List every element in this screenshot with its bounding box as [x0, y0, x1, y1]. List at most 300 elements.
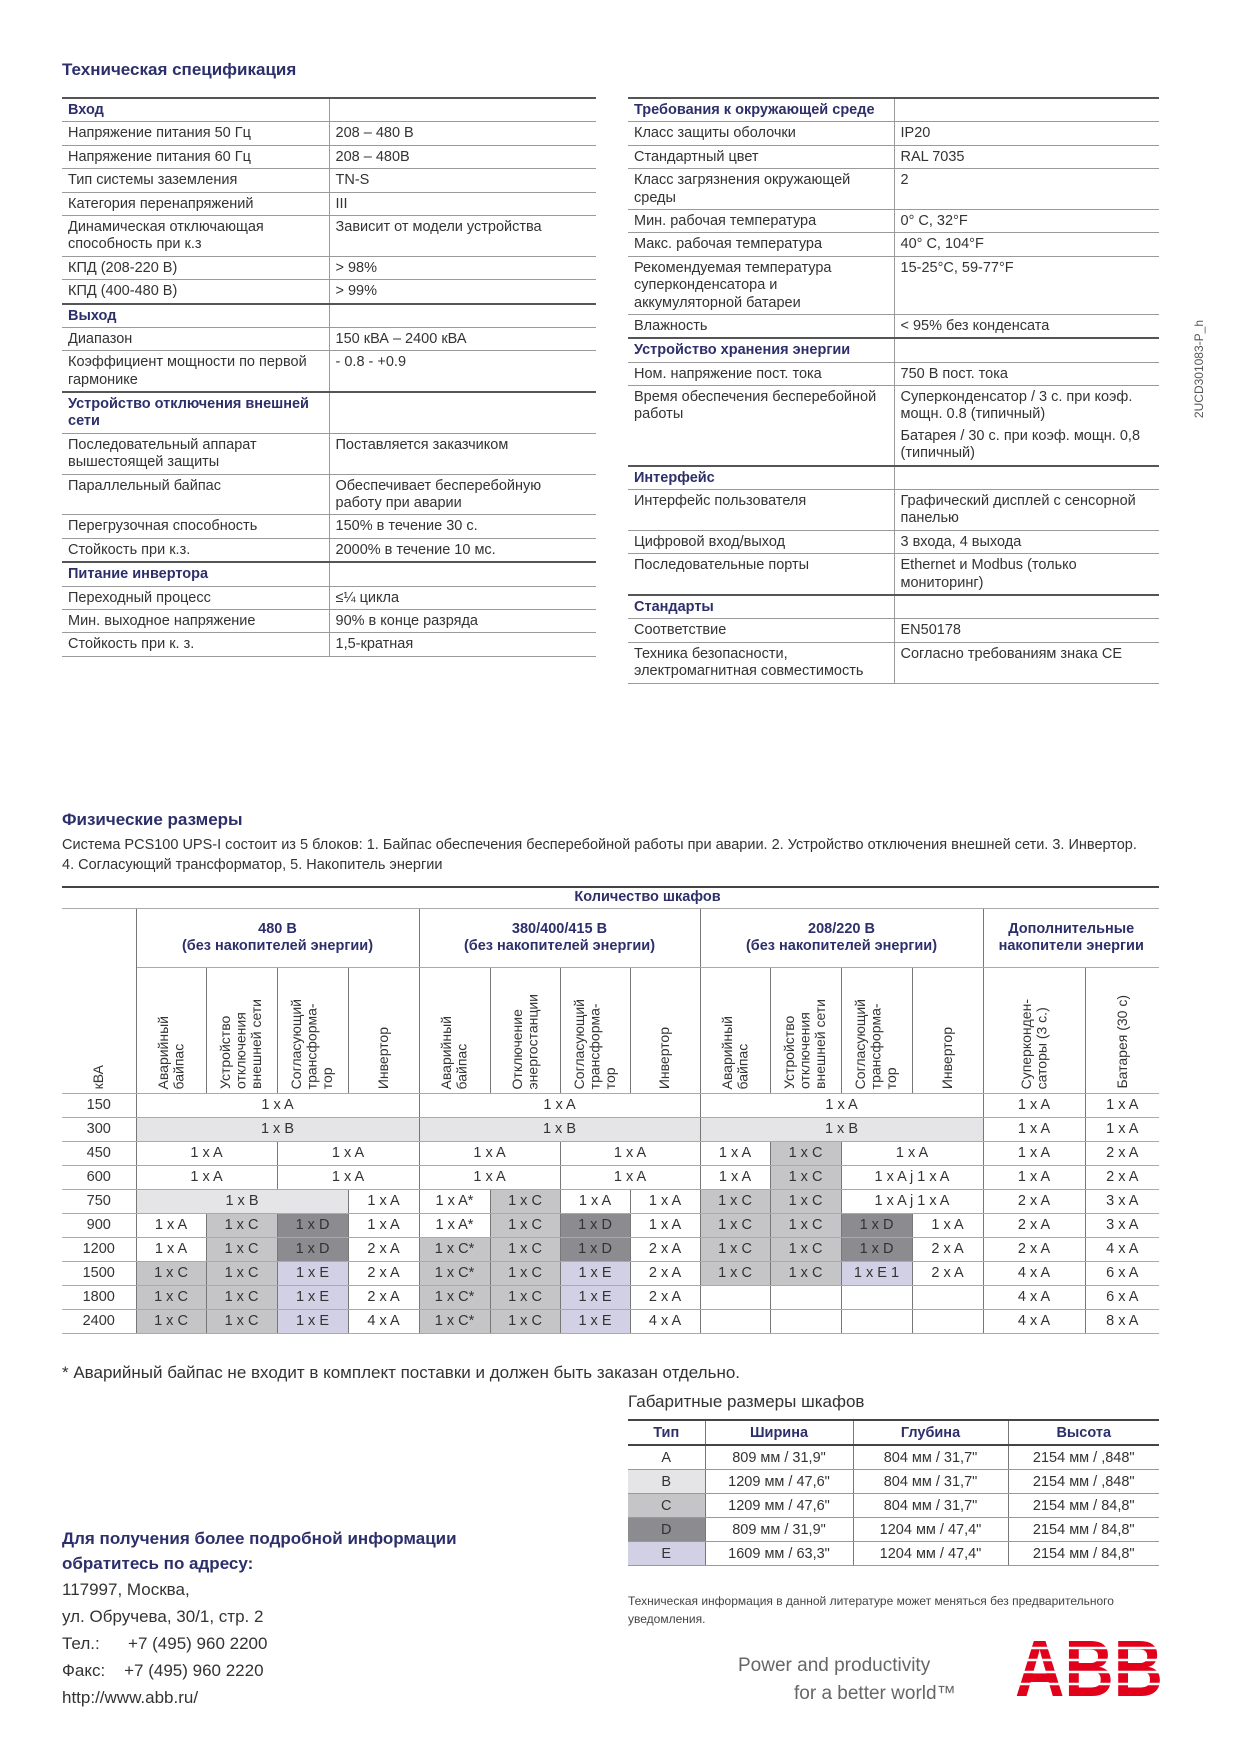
- dim-header-width: Ширина: [705, 1420, 853, 1445]
- cabinet-cell: 1 x A: [136, 1142, 277, 1166]
- spec-value: < 95% без конденсата: [894, 314, 1159, 338]
- cabinet-cell: 1 x C: [490, 1214, 560, 1238]
- column-header: Аварийный байпас: [136, 968, 206, 1094]
- cabinet-cell: 2 x A: [630, 1286, 700, 1310]
- cabinet-cell: 1 x B: [136, 1190, 348, 1214]
- contact-line: 117997, Москва,: [62, 1580, 190, 1599]
- spec-row: [628, 314, 1159, 338]
- spec-section-header: [628, 338, 1159, 362]
- kva-cell: 1500: [62, 1262, 136, 1286]
- spec-value: Поставляется заказчиком: [329, 433, 596, 474]
- dimensions-title: Габаритные размеры шкафов: [628, 1392, 865, 1411]
- cabinet-cell: 2 x A: [630, 1262, 700, 1286]
- cabinet-cell: 4 x A: [630, 1310, 700, 1334]
- cabinet-cell: 1 x A: [630, 1190, 700, 1214]
- spec-label: Параллельный байпас: [62, 474, 329, 515]
- cabinet-cell: 1 x D: [841, 1214, 912, 1238]
- cabinet-cell: 4 x A: [983, 1310, 1085, 1334]
- cabinet-cell: 1 x B: [419, 1118, 700, 1142]
- spec-row: [62, 122, 596, 145]
- section-title: Выход: [62, 304, 329, 328]
- cabinet-cell: 1 x C*: [419, 1310, 490, 1334]
- spec-section-header: [62, 304, 596, 328]
- spec-row: [62, 215, 596, 256]
- cabinet-cell: 1 x C: [206, 1262, 277, 1286]
- dim-header-height: Высота: [1008, 1420, 1159, 1445]
- cabinet-cell: 1 x D: [841, 1238, 912, 1262]
- cabinet-cell: 1 x A*: [419, 1190, 490, 1214]
- spec-row: [628, 642, 1159, 683]
- cabinet-cell: 1 x C: [206, 1286, 277, 1310]
- spec-value: > 99%: [329, 280, 596, 304]
- cabinet-cell: 1 x A: [136, 1166, 277, 1190]
- spec-label: Переходный процесс: [62, 586, 329, 609]
- cabinet-cell: 1 x A: [1085, 1118, 1159, 1142]
- cabinet-cell: 1 x A: [983, 1142, 1085, 1166]
- spec-value: 90% в конце разряда: [329, 609, 596, 632]
- cabinet-cell: 1 x E: [277, 1286, 348, 1310]
- spec-label: Соответствие: [628, 619, 894, 642]
- spec-row: [628, 209, 1159, 232]
- spec-row: [62, 256, 596, 279]
- cabinet-cell: 1 x C: [490, 1190, 560, 1214]
- cabinet-cell: [912, 1286, 983, 1310]
- kva-cell: 900: [62, 1214, 136, 1238]
- cabinet-cell: 2 x A: [348, 1286, 419, 1310]
- spec-value: 208 – 480 В: [329, 122, 596, 145]
- cabinet-cell: 1 x C: [490, 1286, 560, 1310]
- spec-label: Техника безопасности, электромагнитная совместимость: [628, 642, 894, 683]
- cabinet-cell: [912, 1310, 983, 1334]
- dimension-value: 809 мм / 31,9": [705, 1518, 853, 1542]
- cabinet-cell: 1 x C: [206, 1238, 277, 1262]
- spec-row: [628, 233, 1159, 256]
- cabinet-cell: 1 x D: [277, 1214, 348, 1238]
- section-title: Вход: [62, 98, 329, 122]
- cabinet-cell: 1 x C: [700, 1214, 770, 1238]
- spec-row: [62, 433, 596, 474]
- spec-value: IP20: [894, 122, 1159, 145]
- column-header: Согласующий трансформа- тор: [560, 968, 630, 1094]
- table-row: [62, 1118, 1159, 1142]
- spec-label: Диапазон: [62, 327, 329, 350]
- cabinet-cell: 1 x A: [700, 1166, 770, 1190]
- cabinet-cell: 1 x E: [560, 1310, 630, 1334]
- spec-title: Техническая спецификация: [62, 60, 297, 79]
- contact-fax: Факс: +7 (495) 960 2220: [62, 1661, 264, 1680]
- spec-label: Ном. напряжение пост. тока: [628, 362, 894, 385]
- column-header: Устройство отключения внешней сети: [206, 968, 277, 1094]
- spec-row: [628, 386, 1159, 466]
- cabinet-cell: 2 x A: [630, 1238, 700, 1262]
- section-title: Стандарты: [628, 595, 894, 619]
- spec-row: [62, 145, 596, 168]
- dimension-value: 1209 мм / 47,6": [705, 1494, 853, 1518]
- cabinet-cell: 1 x A: [419, 1166, 560, 1190]
- spec-label: Влажность: [628, 314, 894, 338]
- cabinet-cell: 1 x A: [560, 1190, 630, 1214]
- dimension-value: 1204 мм / 47,4": [853, 1542, 1008, 1566]
- svg-text:ABB: ABB: [1015, 1624, 1163, 1713]
- dimensions-note: Техническая информация в данной литературе может меняться без предварительного уведомления.: [628, 1594, 1114, 1626]
- cabinet-cell: 2 x A: [912, 1238, 983, 1262]
- section-title: Интерфейс: [628, 466, 894, 490]
- dimension-value: 2154 мм / 84,8": [1008, 1494, 1159, 1518]
- cabinet-type: C: [628, 1494, 705, 1518]
- cabinet-cell: 1 x B: [136, 1118, 419, 1142]
- cabinet-cell: 1 x C: [770, 1238, 841, 1262]
- cabinet-cell: 1 x C*: [419, 1286, 490, 1310]
- dim-header-depth: Глубина: [853, 1420, 1008, 1445]
- spec-row: [62, 327, 596, 350]
- spec-value: Согласно требованиям знака CE: [894, 642, 1159, 683]
- cabinet-cell: 1 x A: [841, 1142, 983, 1166]
- dimension-value: 804 мм / 31,7": [853, 1445, 1008, 1470]
- abb-logo: [1015, 1624, 1165, 1713]
- cabinet-cell: 1 x A: [136, 1238, 206, 1262]
- cabinet-cell: 2 x A: [1085, 1142, 1159, 1166]
- table-row: [62, 1190, 1159, 1214]
- spec-row: [62, 169, 596, 192]
- spec-value: 750 В пост. тока: [894, 362, 1159, 385]
- footnote: * Аварийный байпас не входит в комплект поставки и должен быть заказан отдельно.: [62, 1363, 741, 1382]
- cabinet-type: D: [628, 1518, 705, 1542]
- cabinet-count-table: [62, 886, 1159, 1334]
- column-header: Согласующий трансформа- тор: [841, 968, 912, 1094]
- column-header: Инвертор: [912, 968, 983, 1094]
- cabinet-type: E: [628, 1542, 705, 1566]
- spec-label: Класс загрязнения окружающей среды: [628, 169, 894, 210]
- spec-label: Стойкость при к.з.: [62, 538, 329, 562]
- spec-value: 150 кВА – 2400 кВА: [329, 327, 596, 350]
- cabinet-cell: 1 x C: [700, 1238, 770, 1262]
- table-row: [62, 1094, 1159, 1118]
- column-header: Аварийный байпас: [419, 968, 490, 1094]
- cabinet-cell: 1 x A: [419, 1142, 560, 1166]
- cabinet-cell: 1 x C: [136, 1262, 206, 1286]
- cabinet-cell: 2 x A: [1085, 1166, 1159, 1190]
- spec-value: Суперконденсатор / 3 с. при коэф. мощн. 0.8 (типичный) Батарея / 30 с. при коэф. мощн. 0,8 (типичный): [894, 386, 1159, 466]
- dim-header-type: Тип: [628, 1420, 705, 1445]
- cabinet-cell: 1 x D: [560, 1238, 630, 1262]
- cabinet-cell: [770, 1310, 841, 1334]
- cabinet-cell: 1 x C: [770, 1142, 841, 1166]
- contact-phone: Тел.: +7 (495) 960 2200: [62, 1634, 268, 1653]
- spec-value: 40° C, 104°F: [894, 233, 1159, 256]
- cabinet-cell: 1 x A: [1085, 1094, 1159, 1118]
- spec-row: [628, 490, 1159, 531]
- dimensions-table: [628, 1419, 1159, 1566]
- spec-label: Тип системы заземления: [62, 169, 329, 192]
- spec-row: [628, 122, 1159, 145]
- spec-row: [628, 145, 1159, 168]
- table-row: [62, 1166, 1159, 1190]
- group-480: 480 В (без накопителей энергии): [136, 909, 419, 968]
- dimension-value: 2154 мм / ,848": [1008, 1445, 1159, 1470]
- cabinet-cell: 1 x E 1: [841, 1262, 912, 1286]
- contact-website-link[interactable]: http://www.abb.ru/: [62, 1688, 199, 1707]
- spec-row: [62, 474, 596, 515]
- dimension-value: 1209 мм / 47,6": [705, 1470, 853, 1494]
- cabinet-cell: 1 x A: [983, 1118, 1085, 1142]
- kva-cell: 2400: [62, 1310, 136, 1334]
- column-header: Отключение энергостанции: [490, 968, 560, 1094]
- spec-label: Рекомендуемая температура суперконденсатора и аккумуляторной батареи: [628, 256, 894, 314]
- kva-label: кВА: [90, 1064, 107, 1089]
- cabinet-cell: 1 x C*: [419, 1238, 490, 1262]
- cabinet-cell: [770, 1286, 841, 1310]
- cabinet-cell: 1 x C: [136, 1310, 206, 1334]
- slogan: Power and productivity for a better world™: [738, 1655, 956, 1704]
- cabinet-cell: 1 x C: [770, 1166, 841, 1190]
- spec-value: 0° C, 32°F: [894, 209, 1159, 232]
- cabinet-cell: 1 x A j 1 x A: [841, 1190, 983, 1214]
- cabinet-cell: 1 x A: [136, 1214, 206, 1238]
- physical-description: Система PCS100 UPS-I состоит из 5 блоков: 1. Байпас обеспечения бесперебойной работы при аварии. 2. Устройство отключения внешней сети. 3. Инвертор. 4. Согласующий трансформатор, 5. Накопитель энергии: [62, 837, 1137, 873]
- dimension-value: 2154 мм / ,848": [1008, 1470, 1159, 1494]
- dimension-value: 2154 мм / 84,8": [1008, 1518, 1159, 1542]
- spec-label: Макс. рабочая температура: [628, 233, 894, 256]
- spec-label: Перегрузочная способность: [62, 515, 329, 538]
- spec-label: Мин. выходное напряжение: [62, 609, 329, 632]
- spec-value: Обеспечивает бесперебойную работу при аварии: [329, 474, 596, 515]
- spec-row: [628, 362, 1159, 385]
- cabinet-cell: 1 x A: [700, 1142, 770, 1166]
- spec-section-header: [62, 392, 596, 433]
- spec-label: КПД (400-480 В): [62, 280, 329, 304]
- doc-code: 2UCD301083-P_h: [1192, 320, 1206, 419]
- spec-section-header: [628, 466, 1159, 490]
- group-208-220: 208/220 В (без накопителей энергии): [700, 909, 983, 968]
- dimension-value: 809 мм / 31,9": [705, 1445, 853, 1470]
- cabinet-cell: 1 x A: [560, 1142, 700, 1166]
- dimensions-row: [628, 1518, 1159, 1542]
- cabinet-cell: [700, 1310, 770, 1334]
- cabinet-count-header: Количество шкафов: [136, 887, 1159, 909]
- table-row: [62, 1238, 1159, 1262]
- spec-label: Напряжение питания 60 Гц: [62, 145, 329, 168]
- cabinet-cell: 1 x A: [277, 1142, 419, 1166]
- dimensions-row: [628, 1494, 1159, 1518]
- spec-value: ≤¼ цикла: [329, 586, 596, 609]
- kva-cell: 450: [62, 1142, 136, 1166]
- table-row: [62, 1310, 1159, 1334]
- cabinet-cell: [841, 1310, 912, 1334]
- dimension-value: 804 мм / 31,7": [853, 1494, 1008, 1518]
- cabinet-cell: 4 x A: [983, 1286, 1085, 1310]
- cabinet-cell: 1 x C: [206, 1310, 277, 1334]
- section-title: Устройство отключения внешней сети: [62, 392, 329, 433]
- spec-value: 208 – 480В: [329, 145, 596, 168]
- cabinet-cell: 1 x A: [700, 1094, 983, 1118]
- cabinet-cell: 1 x E: [277, 1262, 348, 1286]
- cabinet-cell: 1 x A: [630, 1214, 700, 1238]
- cabinet-cell: 1 x C: [700, 1262, 770, 1286]
- cabinet-cell: 1 x A: [983, 1094, 1085, 1118]
- spec-value: 15-25°C, 59-77°F: [894, 256, 1159, 314]
- cabinet-cell: 1 x A*: [419, 1214, 490, 1238]
- cabinet-cell: 8 x A: [1085, 1310, 1159, 1334]
- spec-value: Ethernet и Modbus (только мониторинг): [894, 554, 1159, 595]
- spec-label: Коэффициент мощности по первой гармонике: [62, 351, 329, 392]
- column-header: Батарея (30 с): [1085, 968, 1159, 1094]
- cabinet-cell: 1 x B: [700, 1118, 983, 1142]
- section-title: Устройство хранения энергии: [628, 338, 894, 362]
- dimension-value: 1204 мм / 47,4": [853, 1518, 1008, 1542]
- cabinet-cell: 1 x E: [560, 1262, 630, 1286]
- spec-label: Стандартный цвет: [628, 145, 894, 168]
- cabinet-cell: 2 x A: [983, 1214, 1085, 1238]
- cabinet-cell: 1 x C: [490, 1262, 560, 1286]
- spec-row: [62, 586, 596, 609]
- cabinet-cell: 1 x C: [206, 1214, 277, 1238]
- cabinet-cell: 6 x A: [1085, 1286, 1159, 1310]
- spec-label: Категория перенапряжений: [62, 192, 329, 215]
- spec-row: [628, 554, 1159, 595]
- spec-section-header: [628, 98, 1159, 122]
- cabinet-cell: 1 x A: [419, 1094, 700, 1118]
- cabinet-cell: 1 x C: [770, 1214, 841, 1238]
- column-header: Суперконден- саторы (3 с.): [983, 968, 1085, 1094]
- cabinet-cell: 1 x A: [136, 1094, 419, 1118]
- dimensions-row: [628, 1542, 1159, 1566]
- contact-block: [62, 1526, 582, 1711]
- spec-label: Последовательный аппарат вышестоящей защиты: [62, 433, 329, 474]
- cabinet-cell: 1 x A: [983, 1166, 1085, 1190]
- cabinet-cell: 1 x A j 1 x A: [841, 1166, 983, 1190]
- spec-label: Мин. рабочая температура: [628, 209, 894, 232]
- spec-label: Интерфейс пользователя: [628, 490, 894, 531]
- spec-table-left: [62, 97, 596, 657]
- physical-title: Физические размеры: [62, 810, 243, 829]
- cabinet-cell: 1 x D: [277, 1238, 348, 1262]
- spec-value: 1,5-кратная: [329, 633, 596, 656]
- table-row: [62, 1262, 1159, 1286]
- contact-line: ул. Обручева, 30/1, стр. 2: [62, 1607, 264, 1626]
- spec-value: 150% в течение 30 с.: [329, 515, 596, 538]
- spec-row: [62, 609, 596, 632]
- column-header: Согласующий трансформа- тор: [277, 968, 348, 1094]
- column-header: Аварийный байпас: [700, 968, 770, 1094]
- cabinet-cell: 1 x C: [490, 1310, 560, 1334]
- group-380-415: 380/400/415 В (без накопителей энергии): [419, 909, 700, 968]
- cabinet-cell: 2 x A: [348, 1238, 419, 1262]
- spec-label: Стойкость при к. з.: [62, 633, 329, 656]
- column-header: Инвертор: [348, 968, 419, 1094]
- spec-section-header: [628, 595, 1159, 619]
- spec-value: 2000% в течение 10 мс.: [329, 538, 596, 562]
- cabinet-cell: 1 x E: [277, 1310, 348, 1334]
- spec-row: [628, 619, 1159, 642]
- kva-cell: 1800: [62, 1286, 136, 1310]
- cabinet-cell: 4 x A: [1085, 1238, 1159, 1262]
- cabinet-cell: 2 x A: [983, 1190, 1085, 1214]
- cabinet-cell: 4 x A: [348, 1310, 419, 1334]
- spec-value: > 98%: [329, 256, 596, 279]
- group-storage: Дополнительные накопители энергии: [983, 909, 1159, 968]
- spec-value: - 0.8 - +0.9: [329, 351, 596, 392]
- dimension-value: 2154 мм / 84,8": [1008, 1542, 1159, 1566]
- spec-label: Класс защиты оболочки: [628, 122, 894, 145]
- table-row: [62, 1286, 1159, 1310]
- cabinet-cell: 1 x C: [700, 1190, 770, 1214]
- section-title: Питание инвертора: [62, 562, 329, 586]
- dimensions-row: [628, 1445, 1159, 1470]
- cabinet-cell: 1 x D: [560, 1214, 630, 1238]
- cabinet-cell: 1 x C: [770, 1190, 841, 1214]
- spec-row: [62, 538, 596, 562]
- cabinet-cell: 6 x A: [1085, 1262, 1159, 1286]
- kva-cell: 300: [62, 1118, 136, 1142]
- cabinet-type: B: [628, 1470, 705, 1494]
- table-row: [62, 1142, 1159, 1166]
- column-header: Инвертор: [630, 968, 700, 1094]
- spec-label: Цифровой вход/выход: [628, 530, 894, 553]
- spec-row: [62, 351, 596, 392]
- kva-cell: 750: [62, 1190, 136, 1214]
- cabinet-cell: 1 x A: [560, 1166, 700, 1190]
- spec-value: TN-S: [329, 169, 596, 192]
- cabinet-cell: 1 x C*: [419, 1262, 490, 1286]
- spec-value: III: [329, 192, 596, 215]
- cabinet-cell: 2 x A: [348, 1262, 419, 1286]
- spec-label: Время обеспечения бесперебойной работы: [628, 386, 894, 466]
- spec-row: [62, 515, 596, 538]
- section-title: Требования к окружающей среде: [628, 98, 894, 122]
- cabinet-cell: 1 x A: [912, 1214, 983, 1238]
- cabinet-cell: 1 x C: [490, 1238, 560, 1262]
- cabinet-cell: 1 x C: [770, 1262, 841, 1286]
- cabinet-cell: 4 x A: [983, 1262, 1085, 1286]
- cabinet-cell: 3 x A: [1085, 1214, 1159, 1238]
- contact-title-2: обратитесь по адресу:: [62, 1554, 254, 1573]
- spec-label: Динамическая отключающая способность при к.з: [62, 215, 329, 256]
- spec-label: Напряжение питания 50 Гц: [62, 122, 329, 145]
- cabinet-cell: 1 x A: [348, 1190, 419, 1214]
- spec-value: 3 входа, 4 выхода: [894, 530, 1159, 553]
- spec-value: 2: [894, 169, 1159, 210]
- contact-title-1: Для получения более подробной информации: [62, 1529, 457, 1548]
- spec-row: [628, 169, 1159, 210]
- spec-label: КПД (208-220 В): [62, 256, 329, 279]
- spec-table-right: [628, 97, 1159, 684]
- cabinet-cell: [841, 1286, 912, 1310]
- cabinet-type: A: [628, 1445, 705, 1470]
- spec-value: RAL 7035: [894, 145, 1159, 168]
- dimensions-row: [628, 1470, 1159, 1494]
- spec-row: [628, 530, 1159, 553]
- table-row: [62, 1214, 1159, 1238]
- spec-value: Графический дисплей с сенсорной панелью: [894, 490, 1159, 531]
- spec-row: [62, 192, 596, 215]
- cabinet-cell: 1 x A: [277, 1166, 419, 1190]
- kva-cell: 1200: [62, 1238, 136, 1262]
- cabinet-cell: 2 x A: [912, 1262, 983, 1286]
- spec-section-header: [62, 562, 596, 586]
- cabinet-cell: 1 x C: [136, 1286, 206, 1310]
- cabinet-cell: 2 x A: [983, 1238, 1085, 1262]
- spec-value: EN50178: [894, 619, 1159, 642]
- cabinet-cell: 1 x A: [348, 1214, 419, 1238]
- dimension-value: 804 мм / 31,7": [853, 1470, 1008, 1494]
- cabinet-cell: 3 x A: [1085, 1190, 1159, 1214]
- spec-label: Последовательные порты: [628, 554, 894, 595]
- spec-row: [62, 280, 596, 304]
- column-header: Устройство отключения внешней сети: [770, 968, 841, 1094]
- cabinet-cell: 1 x E: [560, 1286, 630, 1310]
- spec-section-header: [62, 98, 596, 122]
- kva-cell: 600: [62, 1166, 136, 1190]
